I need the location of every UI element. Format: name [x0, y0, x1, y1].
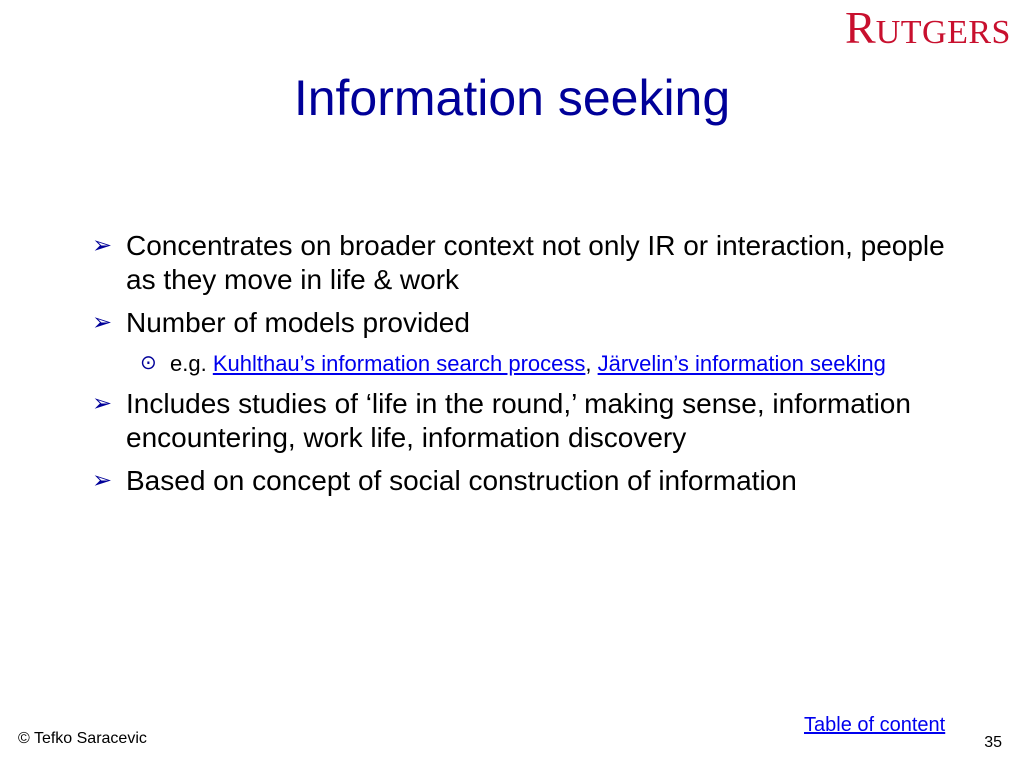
slide-content [92, 229, 962, 507]
circle-bullet-icon: ⊙ [140, 352, 157, 374]
bullet-item [92, 229, 962, 297]
bullet-text: Includes studies of ‘life in the round,’ making sense, information encountering, work life, information discovery [126, 388, 911, 453]
slide-title: Information seeking [293, 70, 731, 126]
kuhlthau-link[interactable]: Kuhlthau’s information search process [212, 351, 586, 376]
bullet-text: Number of models provided [126, 307, 470, 338]
bullet-text: Based on concept of social construction of information [126, 465, 797, 496]
arrow-bullet-icon: ➢ [92, 467, 113, 494]
arrow-bullet-icon: ➢ [92, 232, 113, 259]
page-number: 35 [984, 734, 1002, 751]
arrow-bullet-icon: ➢ [92, 390, 113, 417]
arrow-bullet-icon: ➢ [92, 309, 113, 336]
rutgers-logo [845, 4, 1015, 52]
jarvelin-link[interactable]: Järvelin’s information seeking [597, 351, 886, 376]
bullet-text: Concentrates on broader context not only IR or interaction, people as they move in life & work [126, 230, 945, 295]
sub-prefix: e.g. [170, 351, 213, 376]
logo-initial: R [845, 2, 876, 53]
bullet-item [92, 387, 962, 455]
bullet-item [92, 306, 962, 340]
copyright-text: © Tefko Saracevic [18, 730, 147, 747]
table-of-content-link[interactable]: Table of content [804, 714, 946, 736]
sub-separator: , [585, 351, 598, 376]
sub-bullet-item [140, 349, 962, 378]
logo-rest: UTGERS [875, 14, 1011, 51]
bullet-item [92, 464, 962, 498]
